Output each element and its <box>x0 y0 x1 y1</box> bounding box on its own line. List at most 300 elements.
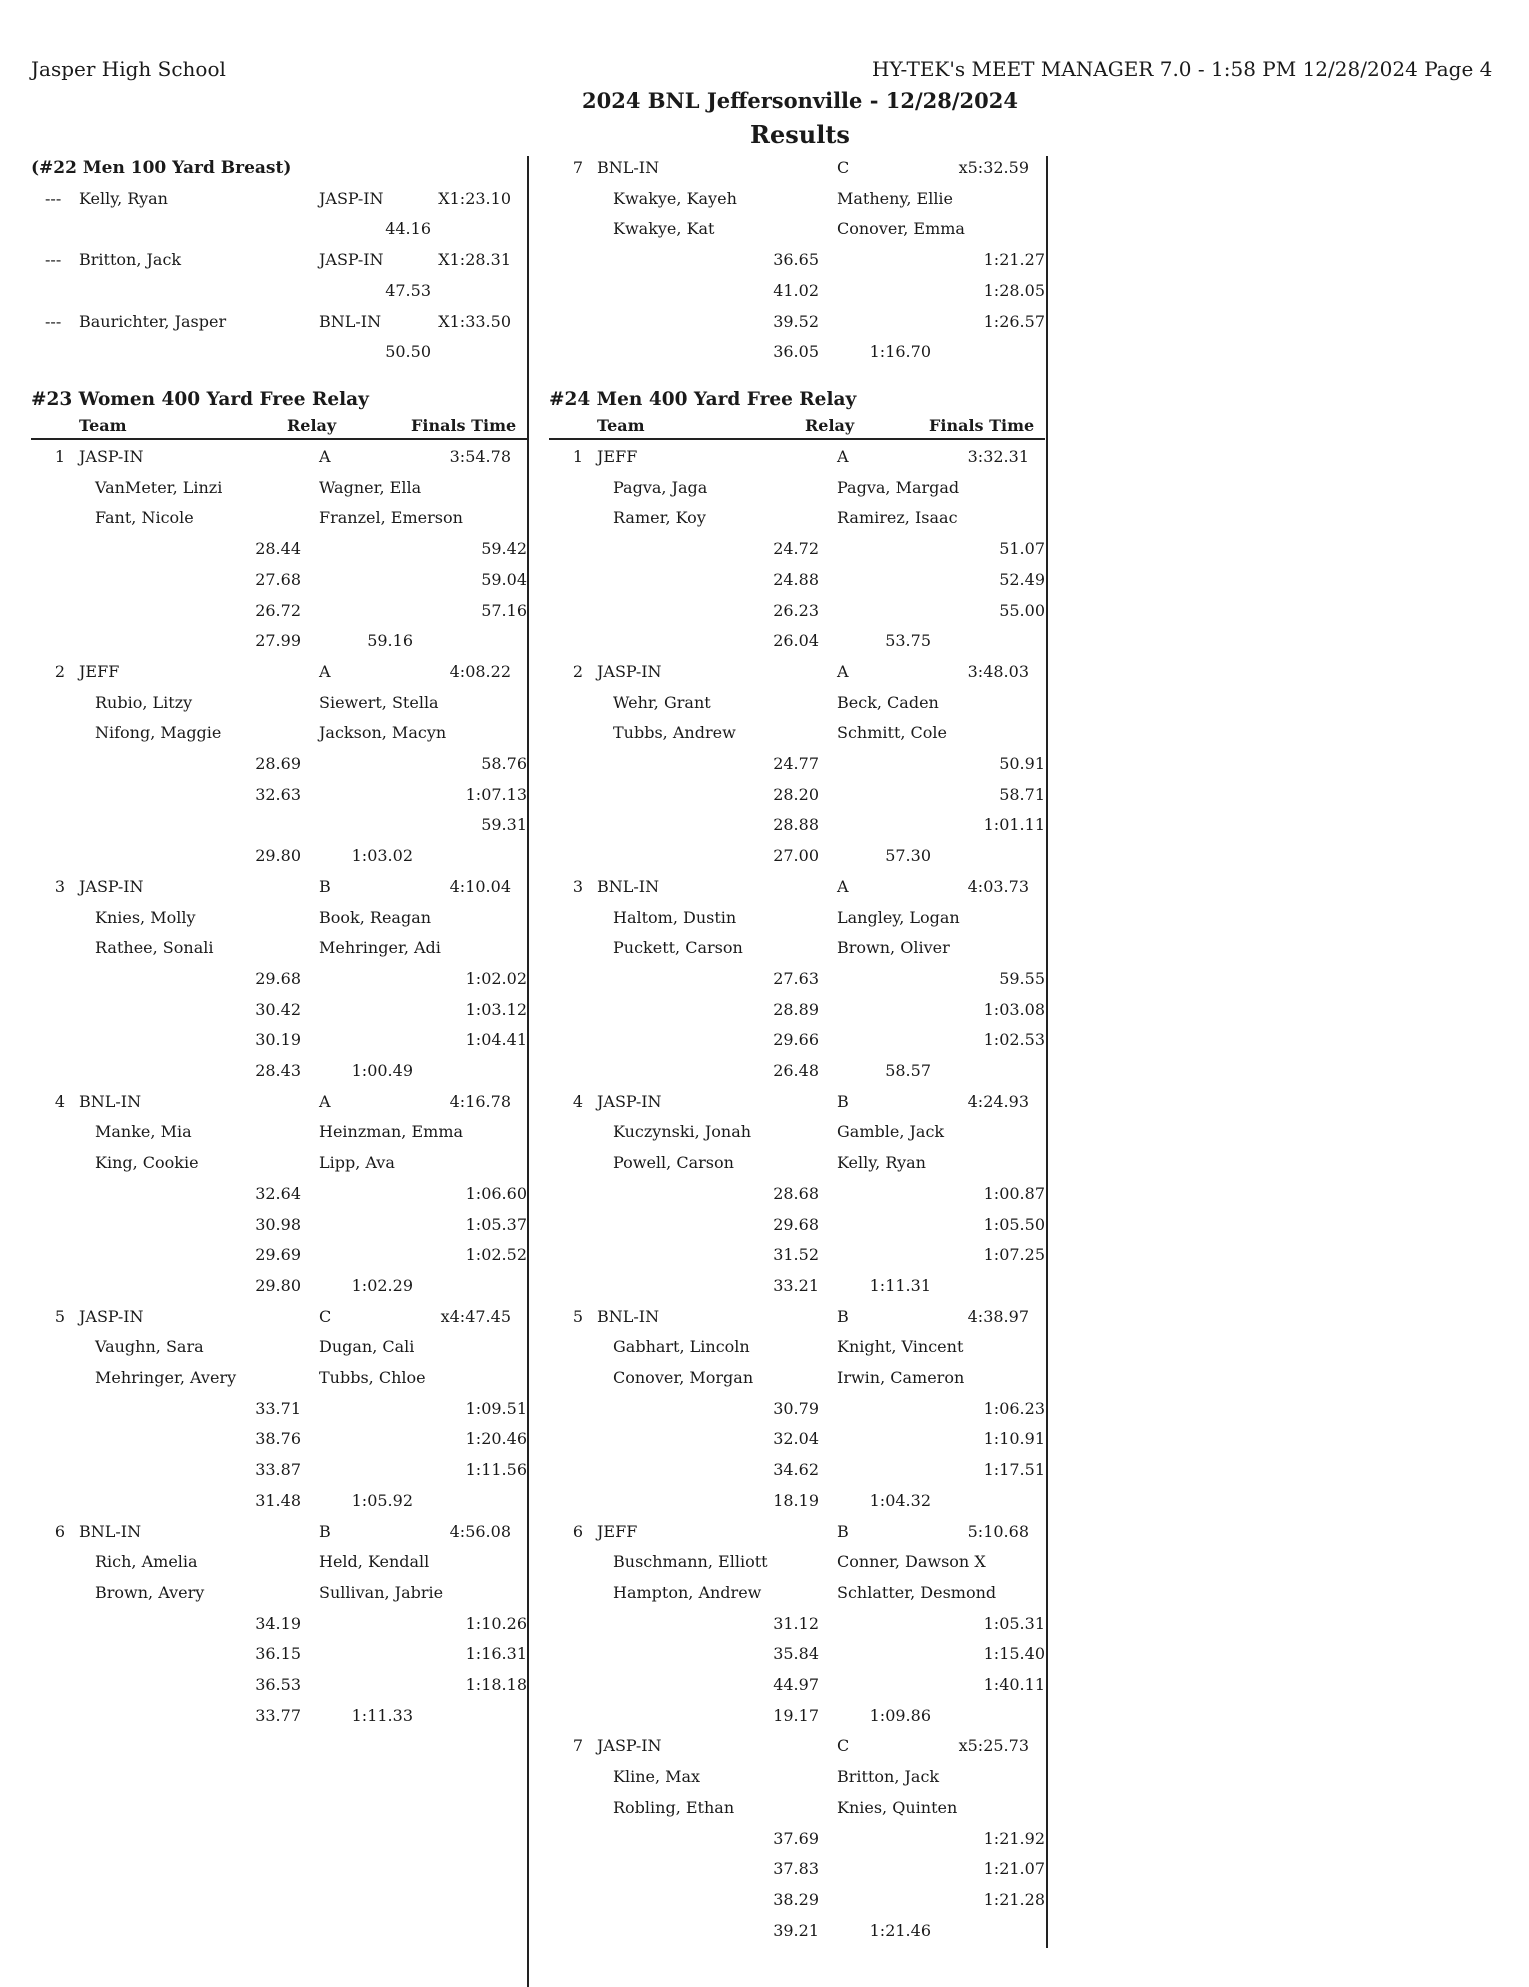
place: 7 <box>572 158 583 177</box>
results-title: Results <box>750 120 850 149</box>
finals-time: 3:48.03 <box>967 661 1029 681</box>
relay-entry-row <box>0 447 1529 469</box>
cumulative-split: 52.49 <box>999 569 1045 589</box>
swimmer-name: Conover, Emma <box>837 219 965 239</box>
split-time: 28.68 <box>773 1183 819 1203</box>
finals-time: X1:33.50 <box>438 311 511 331</box>
cumulative-split: 58.71 <box>999 784 1045 804</box>
swimmer-name: Fant, Nicole <box>95 508 194 528</box>
swimmer-name: Held, Kendall <box>319 1552 430 1572</box>
cumulative-split: 1:05.37 <box>465 1214 527 1234</box>
split-row <box>0 1491 1529 1513</box>
finals-time: X1:28.31 <box>438 250 511 270</box>
split-row <box>0 1644 1529 1666</box>
swimmer-name: Ramer, Koy <box>613 508 706 528</box>
split-time: 29.68 <box>773 1214 819 1234</box>
split-time: 28.89 <box>773 999 819 1019</box>
split-row <box>0 570 1529 592</box>
column-header-finals-time: Finals Time <box>411 416 517 435</box>
swimmer-name: Nifong, Maggie <box>95 723 222 743</box>
finals-time: 4:03.73 <box>967 876 1029 896</box>
cumulative-split: 1:10.91 <box>983 1429 1045 1449</box>
swimmer-name: Pagva, Jaga <box>613 477 708 497</box>
swimmer-name: Lipp, Ava <box>319 1153 395 1173</box>
swimmer-name: Sullivan, Jabrie <box>319 1582 444 1602</box>
swimmer-row <box>0 1552 1529 1574</box>
split-time: 27.63 <box>773 968 819 988</box>
split-time: 26.04 <box>773 631 819 651</box>
place: 1 <box>54 447 65 466</box>
swimmer-name: Baurichter, Jasper <box>79 311 227 331</box>
split-time: 29.66 <box>773 1030 819 1050</box>
team-name: JASP-IN <box>597 661 662 681</box>
team-name: JASP-IN <box>79 876 144 896</box>
relay-letter: C <box>319 1306 332 1326</box>
finals-time: 4:38.97 <box>967 1306 1029 1326</box>
split-time: 28.44 <box>255 539 301 559</box>
split-row <box>0 1000 1529 1022</box>
split-time: 29.68 <box>255 968 301 988</box>
swimmer-name: Dugan, Cali <box>319 1337 415 1357</box>
swimmer-row <box>0 189 1529 211</box>
swimmer-name: Britton, Jack <box>837 1767 940 1787</box>
swimmer-name: Gamble, Jack <box>837 1122 945 1142</box>
place: 4 <box>572 1091 583 1111</box>
split-row <box>0 1829 1529 1851</box>
split-time: 27.00 <box>773 846 819 866</box>
swimmer-name: Rathee, Sonali <box>95 938 214 958</box>
split-time: 33.21 <box>773 1275 819 1295</box>
swimmer-row <box>0 1122 1529 1144</box>
swimmer-name: Wehr, Grant <box>613 692 711 712</box>
swimmer-name: Tubbs, Andrew <box>613 723 736 743</box>
cumulative-split: 1:04.32 <box>869 1490 931 1510</box>
swimmer-name: King, Cookie <box>95 1153 199 1173</box>
cumulative-split: 1:21.27 <box>983 250 1045 270</box>
swimmer-name: Book, Reagan <box>319 907 432 927</box>
split-time: 37.69 <box>773 1828 819 1848</box>
split-time: 33.71 <box>255 1398 301 1418</box>
cumulative-split: 1:07.13 <box>465 784 527 804</box>
team-name: JASP-IN <box>79 1306 144 1326</box>
relay-letter: B <box>837 1521 849 1541</box>
cumulative-split: 50.91 <box>999 754 1045 773</box>
team-name: BNL-IN <box>597 158 660 177</box>
place: 3 <box>54 876 65 896</box>
swimmer-row <box>0 938 1529 960</box>
cumulative-split: 55.00 <box>999 600 1045 620</box>
cumulative-split: 1:03.02 <box>351 846 413 866</box>
split-time: 44.16 <box>385 219 431 239</box>
place: 7 <box>572 1736 583 1756</box>
split-time: 50.50 <box>385 342 431 362</box>
split-time: 35.84 <box>773 1644 819 1664</box>
swimmer-name: Mehringer, Adi <box>319 938 441 958</box>
swimmer-name: Puckett, Carson <box>613 938 743 958</box>
cumulative-split: 1:01.11 <box>983 815 1045 835</box>
split-time: 30.42 <box>255 999 301 1019</box>
place: 2 <box>572 661 583 681</box>
place: 6 <box>572 1521 583 1541</box>
cumulative-split: 57.16 <box>481 600 527 620</box>
cumulative-split: 1:02.53 <box>983 1030 1045 1050</box>
event-title: #23 Women 400 Yard Free Relay <box>31 389 369 410</box>
cumulative-split: 1:07.25 <box>983 1245 1045 1265</box>
split-time: 28.20 <box>773 784 819 804</box>
place: 3 <box>572 876 583 896</box>
split-time: 30.98 <box>255 1214 301 1234</box>
split-row <box>0 1921 1529 1943</box>
split-time: 24.88 <box>773 569 819 589</box>
relay-letter: A <box>837 661 849 681</box>
split-row <box>0 1859 1529 1881</box>
split-row <box>0 1429 1529 1451</box>
cumulative-split: 1:21.92 <box>983 1828 1045 1848</box>
cumulative-split: 1:02.29 <box>351 1275 413 1295</box>
swimmer-row <box>0 1153 1529 1175</box>
header-rule <box>31 438 527 440</box>
team-name: BNL-IN <box>597 876 660 896</box>
cumulative-split: 1:09.86 <box>869 1705 931 1725</box>
swimmer-name: Powell, Carson <box>613 1153 734 1173</box>
swimmer-row <box>0 508 1529 530</box>
split-row <box>0 250 1529 272</box>
relay-entry-row <box>0 158 1529 180</box>
swimmer-name: Schmitt, Cole <box>837 723 948 743</box>
relay-letter: B <box>319 1521 331 1541</box>
swimmer-name: Kline, Max <box>613 1767 701 1787</box>
event-title: #24 Men 400 Yard Free Relay <box>549 389 857 410</box>
school-name: Jasper High School <box>31 57 226 81</box>
finals-time: 4:16.78 <box>449 1091 511 1111</box>
split-time: 44.97 <box>773 1675 819 1694</box>
split-time: 30.79 <box>773 1398 819 1418</box>
relay-entry-row <box>0 662 1529 684</box>
cumulative-split: 1:10.26 <box>465 1613 527 1633</box>
team-name: JEFF <box>597 1521 638 1541</box>
split-time: 34.19 <box>255 1613 301 1633</box>
team-name: JASP-IN <box>319 188 384 208</box>
event-title-continued: (#22 Men 100 Yard Breast) <box>31 158 292 178</box>
split-time: 29.80 <box>255 846 301 866</box>
swimmer-name: Rich, Amelia <box>95 1552 198 1572</box>
place: 5 <box>54 1306 65 1326</box>
swimmer-name: Langley, Logan <box>837 907 960 927</box>
swimmer-name: Conover, Morgan <box>613 1368 754 1387</box>
split-time: 28.43 <box>255 1061 301 1080</box>
finals-time: 5:10.68 <box>967 1521 1029 1541</box>
swimmer-name: Gabhart, Lincoln <box>613 1337 750 1357</box>
swimmer-row <box>0 1798 1529 1820</box>
split-row <box>0 1675 1529 1697</box>
relay-letter: A <box>837 876 849 896</box>
relay-letter: C <box>837 158 850 177</box>
split-row <box>0 1276 1529 1298</box>
split-row <box>0 1706 1529 1728</box>
cumulative-split: 57.30 <box>885 846 931 866</box>
cumulative-split: 1:06.23 <box>983 1398 1045 1418</box>
swimmer-name: Kelly, Ryan <box>837 1153 926 1173</box>
split-time: 39.21 <box>773 1920 819 1940</box>
swimmer-row <box>0 1583 1529 1605</box>
swimmer-name: Haltom, Dustin <box>613 907 737 927</box>
split-time: 37.83 <box>773 1859 819 1879</box>
swimmer-name: Brown, Avery <box>95 1582 205 1602</box>
column-header-relay: Relay <box>287 416 337 435</box>
swimmer-row <box>0 693 1529 715</box>
swimmer-row <box>0 723 1529 745</box>
split-time: 32.63 <box>255 784 301 804</box>
cumulative-split: 59.55 <box>999 968 1045 988</box>
finals-time: 4:56.08 <box>449 1521 511 1541</box>
swimmer-name: Knight, Vincent <box>837 1337 964 1357</box>
relay-letter: C <box>837 1736 850 1756</box>
relay-letter: B <box>319 876 331 896</box>
swimmer-name: Knies, Molly <box>95 907 196 927</box>
software-info: HY-TEK's MEET MANAGER 7.0 - 1:58 PM 12/28/2024 Page 4 <box>872 57 1493 81</box>
split-time: 36.15 <box>255 1644 301 1664</box>
cumulative-split: 58.57 <box>885 1061 931 1080</box>
column-header-relay: Relay <box>805 416 855 435</box>
swimmer-name: Conner, Dawson X <box>837 1552 986 1572</box>
swimmer-name: Heinzman, Emma <box>319 1122 464 1142</box>
swimmer-name: Tubbs, Chloe <box>319 1368 426 1387</box>
split-time: 38.29 <box>773 1889 819 1909</box>
split-row <box>0 312 1529 334</box>
split-row <box>0 785 1529 807</box>
swimmer-name: Beck, Caden <box>837 692 939 712</box>
cumulative-split: 1:06.60 <box>465 1183 527 1203</box>
swimmer-name: Jackson, Macyn <box>319 723 447 743</box>
cumulative-split: 1:15.40 <box>983 1644 1045 1664</box>
split-row <box>0 1890 1529 1912</box>
finals-time: x4:47.45 <box>440 1306 511 1326</box>
split-row <box>0 601 1529 623</box>
split-row <box>0 846 1529 868</box>
split-time: 18.19 <box>773 1490 819 1510</box>
cumulative-split: 51.07 <box>999 539 1045 559</box>
split-row <box>0 342 1529 364</box>
column-header-team: Team <box>79 416 127 435</box>
finals-time: 3:32.31 <box>967 447 1029 466</box>
team-name: BNL-IN <box>319 311 382 331</box>
swimmer-name: Pagva, Margad <box>837 477 960 497</box>
split-time: 19.17 <box>773 1705 819 1725</box>
swimmer-name: Hampton, Andrew <box>613 1582 762 1602</box>
split-time: 38.76 <box>255 1429 301 1449</box>
split-time: 31.52 <box>773 1245 819 1265</box>
relay-entry-row <box>0 1092 1529 1114</box>
split-row <box>0 754 1529 776</box>
cumulative-split: 1:21.28 <box>983 1889 1045 1909</box>
column-header-team: Team <box>597 416 645 435</box>
cumulative-split: 1:04.41 <box>465 1030 527 1050</box>
cumulative-split: 1:03.12 <box>465 999 527 1019</box>
split-time: 36.05 <box>773 342 819 362</box>
swimmer-name: Schlatter, Desmond <box>837 1582 997 1602</box>
team-name: JASP-IN <box>597 1091 662 1111</box>
split-time: 33.87 <box>255 1460 301 1480</box>
split-time: 24.77 <box>773 754 819 773</box>
cumulative-split: 59.04 <box>481 569 527 589</box>
cumulative-split: 1:28.05 <box>983 280 1045 300</box>
place: 4 <box>54 1091 65 1111</box>
finals-time: X1:23.10 <box>438 188 511 208</box>
cumulative-split: 1:16.31 <box>465 1644 527 1664</box>
split-row <box>0 1245 1529 1267</box>
swimmer-row <box>0 478 1529 500</box>
split-row <box>0 1061 1529 1083</box>
relay-letter: B <box>837 1091 849 1111</box>
cumulative-split: 1:26.57 <box>983 311 1045 331</box>
split-time: 31.12 <box>773 1613 819 1633</box>
split-time: 33.77 <box>255 1705 301 1725</box>
cumulative-split: 59.16 <box>367 631 413 651</box>
place: 1 <box>572 447 583 466</box>
swimmer-name: Buschmann, Elliott <box>613 1552 768 1572</box>
place: --- <box>45 250 62 270</box>
cumulative-split: 1:11.56 <box>465 1460 527 1480</box>
swimmer-name: Siewert, Stella <box>319 692 439 712</box>
relay-entry-row <box>0 1522 1529 1544</box>
relay-letter: A <box>319 1091 331 1111</box>
cumulative-split: 1:21.07 <box>983 1859 1045 1879</box>
cumulative-split: 1:11.31 <box>869 1275 931 1295</box>
finals-time: 4:08.22 <box>449 661 511 681</box>
swimmer-name: Mehringer, Avery <box>95 1368 237 1387</box>
swimmer-row <box>0 1767 1529 1789</box>
swimmer-name: VanMeter, Linzi <box>95 477 223 497</box>
split-time: 28.69 <box>255 754 301 773</box>
swimmer-row <box>0 1337 1529 1359</box>
cumulative-split: 1:21.46 <box>869 1920 931 1940</box>
swimmer-row <box>0 1368 1529 1390</box>
split-row <box>0 815 1529 837</box>
cumulative-split: 59.42 <box>481 539 527 559</box>
split-time: 30.19 <box>255 1030 301 1050</box>
cumulative-split: 1:05.92 <box>351 1490 413 1510</box>
split-time: 39.52 <box>773 311 819 331</box>
cumulative-split: 1:18.18 <box>465 1675 527 1694</box>
place: --- <box>45 311 62 331</box>
swimmer-name: Irwin, Cameron <box>837 1368 965 1387</box>
cumulative-split: 1:16.70 <box>869 342 931 362</box>
split-time: 26.72 <box>255 600 301 620</box>
split-row <box>0 1030 1529 1052</box>
split-row <box>0 1184 1529 1206</box>
swimmer-name: Brown, Oliver <box>837 938 950 958</box>
meet-title: 2024 BNL Jeffersonville - 12/28/2024 <box>582 88 1018 113</box>
column-header-finals-time: Finals Time <box>929 416 1035 435</box>
split-time: 26.48 <box>773 1061 819 1080</box>
team-name: JEFF <box>79 661 120 681</box>
split-row <box>0 1460 1529 1482</box>
finals-time: x5:32.59 <box>958 158 1029 177</box>
place: 6 <box>54 1521 65 1541</box>
swimmer-name: Ramirez, Isaac <box>837 508 958 528</box>
split-row <box>0 1399 1529 1421</box>
team-name: JASP-IN <box>597 1736 662 1756</box>
cumulative-split: 1:20.46 <box>465 1429 527 1449</box>
split-time: 34.62 <box>773 1460 819 1480</box>
split-time: 32.04 <box>773 1429 819 1449</box>
swimmer-name: Wagner, Ella <box>319 477 422 497</box>
header-rule <box>549 438 1045 440</box>
relay-entry-row <box>0 1736 1529 1758</box>
swimmer-name: Rubio, Litzy <box>95 692 193 712</box>
split-row <box>0 539 1529 561</box>
swimmer-name: Kuczynski, Jonah <box>613 1122 752 1142</box>
team-name: JASP-IN <box>319 250 384 270</box>
cumulative-split: 1:05.31 <box>983 1613 1045 1633</box>
swimmer-name: Kwakye, Kat <box>613 219 715 239</box>
swimmer-row <box>0 908 1529 930</box>
team-name: JEFF <box>597 447 638 466</box>
split-row <box>0 1614 1529 1636</box>
swimmer-row <box>0 219 1529 241</box>
split-row <box>0 969 1529 991</box>
finals-time: 4:24.93 <box>967 1091 1029 1111</box>
split-row <box>0 281 1529 303</box>
split-time: 24.72 <box>773 539 819 559</box>
team-name: BNL-IN <box>79 1521 142 1541</box>
swimmer-name: Britton, Jack <box>79 250 182 270</box>
cumulative-split: 1:02.52 <box>465 1245 527 1265</box>
relay-entry-row <box>0 1307 1529 1329</box>
split-time: 28.88 <box>773 815 819 835</box>
place: --- <box>45 188 62 208</box>
cumulative-split: 53.75 <box>885 631 931 651</box>
cumulative-split: 1:02.02 <box>465 968 527 988</box>
cumulative-split: 1:03.08 <box>983 999 1045 1019</box>
split-time: 47.53 <box>385 280 431 300</box>
split-row <box>0 1215 1529 1237</box>
finals-time: x5:25.73 <box>958 1736 1029 1756</box>
swimmer-name: Kelly, Ryan <box>79 188 168 208</box>
cumulative-split: 1:11.33 <box>351 1705 413 1725</box>
cumulative-split: 1:00.49 <box>351 1061 413 1080</box>
swimmer-name: Robling, Ethan <box>613 1797 735 1817</box>
split-row <box>0 631 1529 653</box>
finals-time: 4:10.04 <box>449 876 511 896</box>
split-time: 29.69 <box>255 1245 301 1265</box>
split-time: 41.02 <box>773 280 819 300</box>
swimmer-name: Matheny, Ellie <box>837 188 954 208</box>
team-name: BNL-IN <box>597 1306 660 1326</box>
relay-letter: A <box>319 447 331 466</box>
finals-time: 3:54.78 <box>449 447 511 466</box>
cumulative-split: 59.31 <box>481 815 527 835</box>
split-time: 27.99 <box>255 631 301 651</box>
swimmer-name: Manke, Mia <box>95 1122 192 1142</box>
swimmer-name: Kwakye, Kayeh <box>613 188 737 208</box>
relay-letter: A <box>319 661 331 681</box>
relay-letter: B <box>837 1306 849 1326</box>
relay-entry-row <box>0 877 1529 899</box>
cumulative-split: 1:09.51 <box>465 1398 527 1418</box>
cumulative-split: 1:40.11 <box>983 1675 1045 1694</box>
split-time: 29.80 <box>255 1275 301 1295</box>
split-time: 26.23 <box>773 600 819 620</box>
cumulative-split: 1:05.50 <box>983 1214 1045 1234</box>
split-time: 32.64 <box>255 1183 301 1203</box>
cumulative-split: 1:00.87 <box>983 1183 1045 1203</box>
team-name: JASP-IN <box>79 447 144 466</box>
cumulative-split: 1:17.51 <box>983 1460 1045 1480</box>
split-time: 36.53 <box>255 1675 301 1694</box>
cumulative-split: 58.76 <box>481 754 527 773</box>
team-name: BNL-IN <box>79 1091 142 1111</box>
